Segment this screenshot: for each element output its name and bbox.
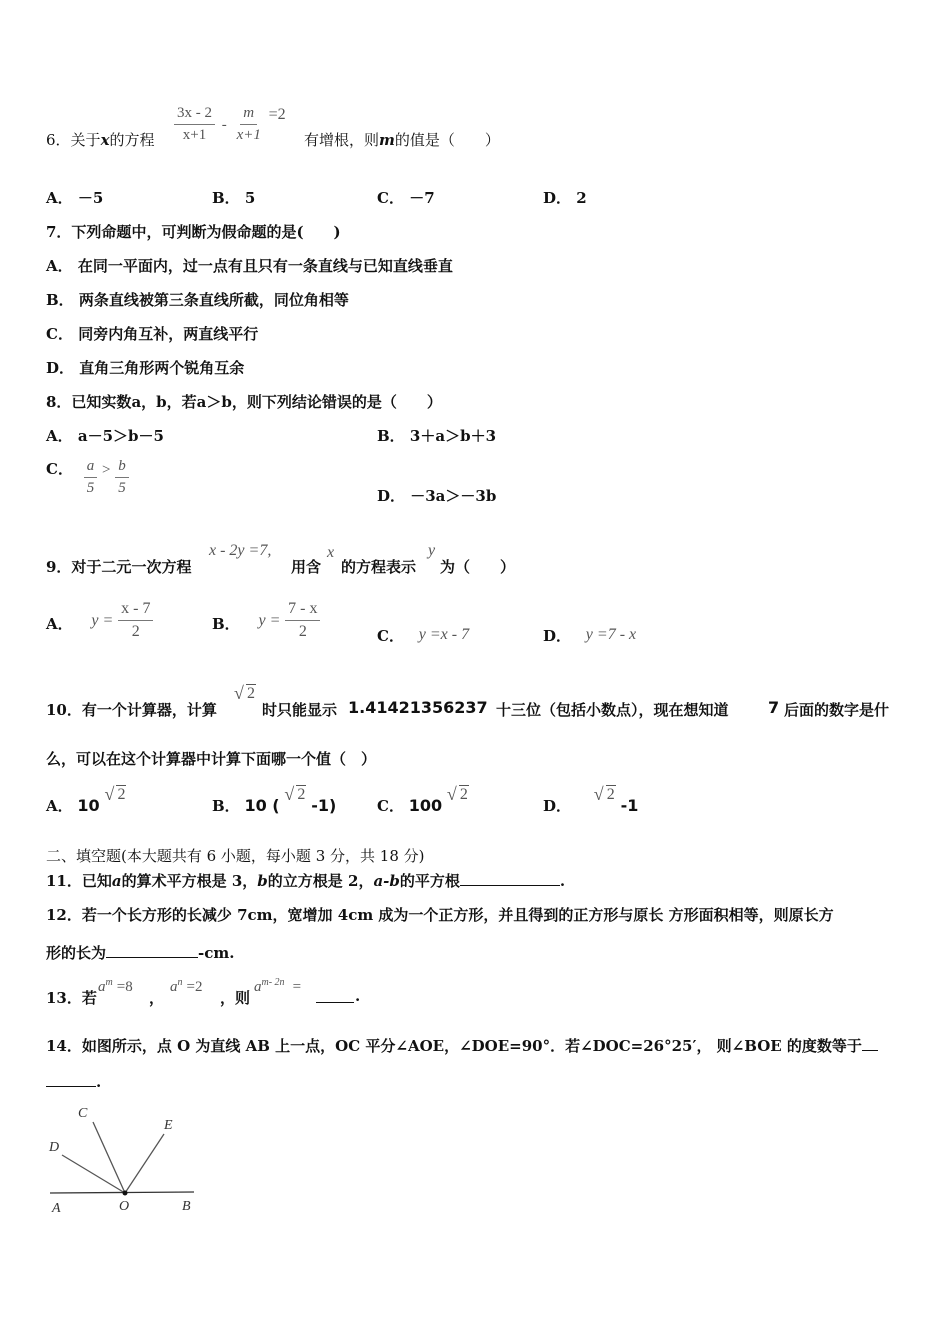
question-12-line2: 形的长为 -cm. — [46, 944, 235, 962]
label-d: D — [49, 1140, 60, 1155]
question-11: 11．已知a的算术平方根是 3，b的立方根是 2，a-b的平方根 . — [46, 872, 566, 890]
q8-option-d[interactable]: D． －3a＞－3b — [377, 487, 497, 505]
q13-expr3: $a^{m- 2n}$ = — [254, 977, 302, 995]
q6-frac2-den: x+1 — [236, 127, 261, 143]
ray-oc — [93, 1122, 125, 1193]
point-o — [123, 1191, 128, 1196]
q14-answer-blank-2[interactable] — [46, 1086, 96, 1087]
question-13: 13．若 $a^m =8$ ， $a^n =2$ ，则 $a^{m- 2n}$ = . — [46, 977, 361, 1007]
q9-option-a[interactable]: A． y = $\frac{x - 7}{2}$ — [46, 600, 153, 641]
q7-option-d[interactable]: D． 直角三角形两个锐角互余 — [46, 359, 245, 377]
ray-od — [62, 1155, 125, 1193]
q9-equation: x - 2y =7, — [209, 542, 272, 559]
q6-option-d[interactable]: D． 2 — [543, 189, 587, 207]
section-2-title: 二、填空题(本大题共有 6 小题，每小题 3 分，共 18 分) — [46, 847, 425, 865]
q12-answer-blank[interactable] — [106, 957, 198, 958]
q7-option-a[interactable]: A． 在同一平面内，过一点有且只有一条直线与已知直线垂直 — [46, 257, 453, 275]
q9-option-b[interactable]: B． y = $\frac{7 - x}{2}$ — [212, 600, 320, 641]
question-10-line2: 么，可以在这个计算器中计算下面哪一个值（ ） — [46, 750, 377, 768]
q6-frac1-num: 3x - 2 — [174, 105, 215, 125]
q7-option-c[interactable]: C． 同旁内角互补，两直线平行 — [46, 325, 259, 343]
label-o: O — [119, 1199, 130, 1214]
q10-option-c[interactable]: C． 100 √ 2 — [377, 783, 469, 804]
q7-stem: 7．下列命题中，可判断为假命题的是( ) — [46, 223, 341, 241]
q9-option-d[interactable]: D． y =7 - x — [543, 626, 637, 645]
q6-frac1-den: x+1 — [182, 127, 207, 143]
q10-value: 1.41421356237 — [348, 698, 488, 717]
q11-answer-blank[interactable] — [460, 885, 560, 886]
label-b: B — [182, 1199, 191, 1214]
q7-option-b[interactable]: B． 两条直线被第三条直线所截，同位角相等 — [46, 291, 349, 309]
label-a: A — [52, 1201, 61, 1216]
q8-option-c[interactable]: C． $\frac{a}{5}$ > $\frac{b}{5}$ — [46, 458, 129, 497]
q8-option-a[interactable]: A． a－5＞b－5 — [46, 427, 164, 445]
q8-option-b[interactable]: B． 3＋a＞b＋3 — [377, 427, 497, 445]
q6-option-a[interactable]: A． －5 — [46, 189, 104, 207]
line-ab — [50, 1192, 194, 1193]
q6-option-c[interactable]: C． －7 — [377, 189, 435, 207]
q9-option-c[interactable]: C． y =x - 7 — [377, 626, 470, 645]
ray-oe — [125, 1134, 164, 1193]
q10-option-a[interactable]: A． 10 √ 2 — [46, 783, 126, 804]
q6-text: 6．关于x的方程 — [46, 131, 155, 149]
question-10-line1: 10．有一个计算器，计算 √ 2 时只能显示 1.41421356237 十三位（包括小数点），现在想知道 7 后面的数字是什 — [46, 685, 906, 725]
label-e: E — [164, 1118, 173, 1133]
q10-sqrt: √ 2 — [234, 685, 256, 703]
q6-frac2-num: m — [240, 105, 257, 125]
q13-expr2: $a^n =2$ — [170, 977, 203, 995]
q13-answer-blank[interactable] — [316, 987, 354, 1003]
q14-answer-blank-1[interactable] — [862, 1050, 878, 1051]
q6-option-b[interactable]: B． 5 — [212, 189, 256, 207]
q10-option-b[interactable]: B． 10 ( √ 2 -1) — [212, 783, 336, 804]
q13-expr1: $a^m =8$ — [98, 977, 133, 995]
geometry-figure — [44, 1100, 204, 1220]
question-12-line1: 12．若一个长方形的长减少 7cm，宽增加 4cm 成为一个正方形，并且得到的正方形与原长 方形面积相等，则原长方 — [46, 906, 834, 924]
q8-stem: 8．已知实数a，b，若a＞b，则下列结论错误的是（ ） — [46, 393, 442, 411]
question-14-line2: . — [46, 1073, 101, 1091]
q6-text-post: 有增根，则m的值是（ ） — [304, 131, 500, 149]
q10-option-d[interactable]: D． √ 2 -1 — [543, 783, 638, 804]
question-14-line1: 14．如图所示，点 O 为直线 AB 上一点，OC 平分∠AOE，∠DOE=90°．若∠DOC=26°25′， 则∠BOE 的度数等于 — [46, 1035, 878, 1056]
label-c: C — [78, 1106, 88, 1121]
q6-equation: $\frac{3x - 2}{x+1}$ - $\frac{m}{x+1}$ =2 — [174, 105, 286, 144]
